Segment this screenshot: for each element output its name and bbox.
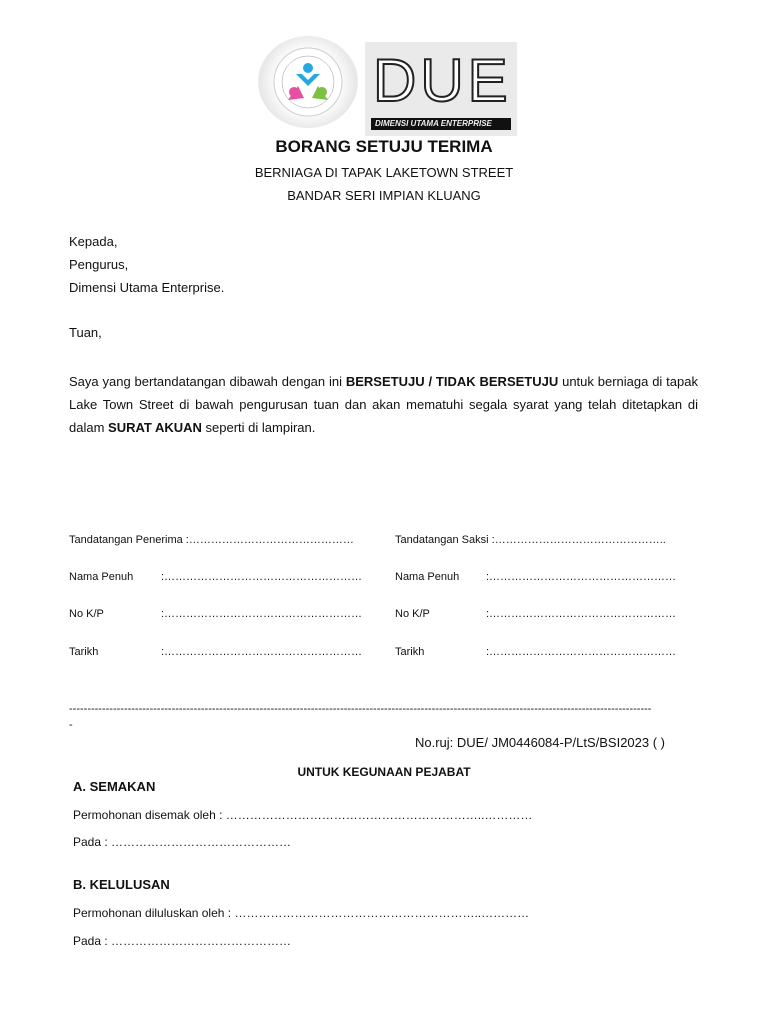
approved-by-field[interactable]: Permohonan diluluskan oleh : ……………………………………………………..………… [73, 906, 530, 920]
reference-number: No.ruj: DUE/ JM0446084-P/LtS/BSI2023 ( ) [415, 735, 666, 750]
form-subtitle-2: BANDAR SERI IMPIAN KLUANG [287, 188, 481, 203]
cut-line: --------------------------------------------------------------------------------------------------------------------------------------------------------------- [69, 703, 652, 715]
checked-date-field[interactable]: Pada : ……………………………………… [73, 835, 292, 849]
checked-by-field[interactable]: Permohonan disemak oleh : ………………………………………………………..………… [73, 808, 533, 822]
paragraph-text-3: seperti di lampiran. [201, 420, 316, 435]
agreement-choice: BERSETUJU / TIDAK BERSETUJU [345, 374, 559, 389]
recipient-date-field[interactable]: :……………………………………………… [161, 646, 363, 658]
paragraph-text-2: untuk berniaga di tapak Lake Town Street di bawah pengurusan tuan dan akan mematuhi segala syarat yang telah ditetapkan di dalam [69, 374, 698, 435]
recipient-signature-row [69, 534, 354, 546]
surat-akuan: SURAT AKUAN [108, 420, 202, 435]
paragraph-text-1: Saya yang bertandatangan dibawah dengan ini [69, 374, 346, 389]
form-subtitle-1: BERNIAGA DI TAPAK LAKETOWN STREET [254, 165, 514, 180]
cut-line-end: - [69, 719, 73, 731]
office-use-heading: UNTUK KEGUNAAN PEJABAT [297, 765, 471, 779]
due-logo-tagline: DIMENSI UTAMA ENTERPRISE [375, 119, 492, 128]
address-line-2: Pengurus, [69, 257, 129, 272]
recipient-name-label: Nama Penuh [69, 571, 134, 583]
witness-ic-label: No K/P [395, 608, 430, 620]
witness-signature-label: Tandatangan Saksi : [395, 534, 495, 546]
due-logo [365, 42, 517, 136]
recipient-signature-label: Tandatangan Penerima : [69, 534, 189, 546]
witness-date-label: Tarikh [395, 646, 425, 658]
witness-signature-field[interactable]: ……………………………………….. [494, 534, 666, 546]
witness-name-field[interactable]: :…………………………………………… [486, 571, 677, 583]
recipient-date-label: Tarikh [69, 646, 99, 658]
witness-date-field[interactable]: :…………………………………………… [486, 646, 677, 658]
agreement-paragraph [69, 370, 698, 439]
recipient-ic-label: No K/P [69, 608, 104, 620]
laketown-logo-graphic [258, 36, 358, 128]
approved-date-field[interactable]: Pada : ……………………………………… [73, 934, 292, 948]
laketown-logo [258, 36, 358, 128]
due-logo-text: DUE [373, 47, 512, 114]
witness-signature-row [395, 534, 666, 546]
salutation: Tuan, [69, 325, 102, 340]
recipient-ic-field[interactable]: :……………………………………………… [161, 608, 363, 620]
form-title: BORANG SETUJU TERIMA [275, 137, 493, 156]
section-a-title: A. SEMAKAN [73, 779, 156, 794]
witness-ic-field[interactable]: :…………………………………………… [486, 608, 677, 620]
address-line-3: Dimensi Utama Enterprise. [69, 280, 225, 295]
witness-name-label: Nama Penuh [395, 571, 460, 583]
recipient-signature-field[interactable]: ……………………………………… [188, 534, 354, 546]
recipient-name-field[interactable]: :……………………………………………… [161, 571, 363, 583]
address-line-1: Kepada, [69, 234, 118, 249]
section-b-title: B. KELULUSAN [73, 877, 170, 892]
